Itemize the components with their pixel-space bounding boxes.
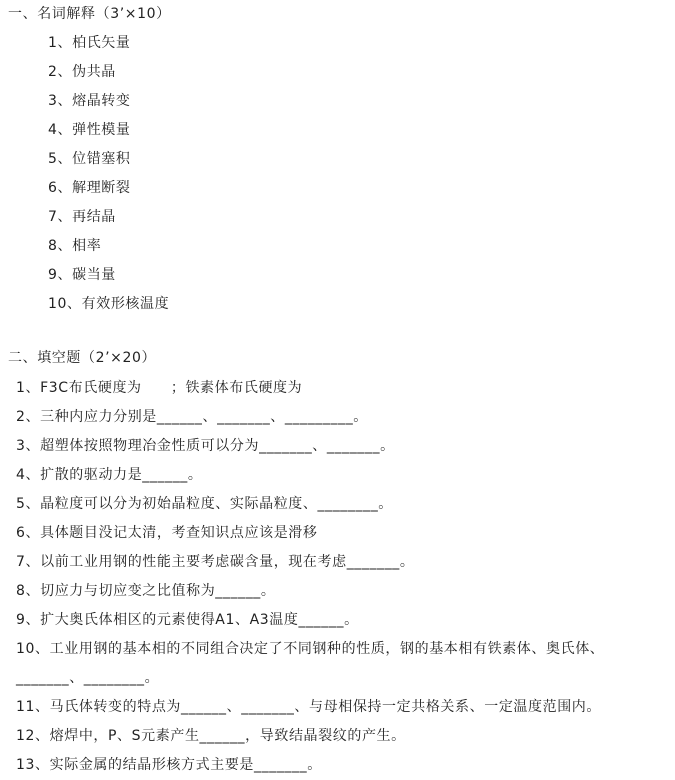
fill-item-11: 11、马氏体转变的特点为______、_______、与母相保持一定共格关系、一定温度范围内。 (16, 699, 602, 715)
fill-item-13: 13、实际金属的结晶形核方式主要是_______。 (16, 757, 322, 773)
term-item-10: 10、有效形核温度 (48, 296, 170, 312)
term-item-3: 3、熔晶转变 (48, 93, 131, 109)
term-item-5: 5、位错塞积 (48, 151, 131, 167)
fill-item-4: 4、扩散的驱动力是______。 (16, 467, 203, 483)
fill-item-3: 3、超塑体按照物理冶金性质可以分为_______、_______。 (16, 438, 395, 454)
fill-item-12: 12、熔焊中，P、S元素产生______，导致结晶裂纹的产生。 (16, 728, 406, 744)
fill-item-5: 5、晶粒度可以分为初始晶粒度、实际晶粒度、________。 (16, 496, 393, 512)
section2-title: 二、填空题（2’×20） (8, 350, 157, 366)
term-item-8: 8、相率 (48, 238, 102, 254)
term-item-6: 6、解理断裂 (48, 180, 131, 196)
fill-item-10-continued: _______、________。 (16, 670, 160, 686)
fill-item-8: 8、切应力与切应变之比值称为______。 (16, 583, 276, 599)
fill-item-9: 9、扩大奥氏体相区的元素使得A1、A3温度______。 (16, 612, 359, 628)
term-item-9: 9、碳当量 (48, 267, 116, 283)
fill-item-6: 6、具体题目没记太清，考查知识点应该是滑移 (16, 525, 318, 541)
fill-item-7: 7、以前工业用钢的性能主要考虑碳含量，现在考虑_______。 (16, 554, 415, 570)
term-item-2: 2、伪共晶 (48, 64, 116, 80)
term-item-7: 7、再结晶 (48, 209, 116, 225)
section1-title: 一、名词解释（3’×10） (8, 6, 171, 22)
term-item-1: 1、柏氏矢量 (48, 35, 131, 51)
fill-item-10: 10、工业用钢的基本相的不同组合决定了不同钢种的性质，钢的基本相有铁素体、奥氏体、 (16, 641, 605, 657)
fill-item-1: 1、F3C布氏硬度为 ；铁素体布氏硬度为 (16, 380, 303, 396)
fill-item-2: 2、三种内应力分别是______、_______、_________。 (16, 409, 368, 425)
term-item-4: 4、弹性模量 (48, 122, 131, 138)
